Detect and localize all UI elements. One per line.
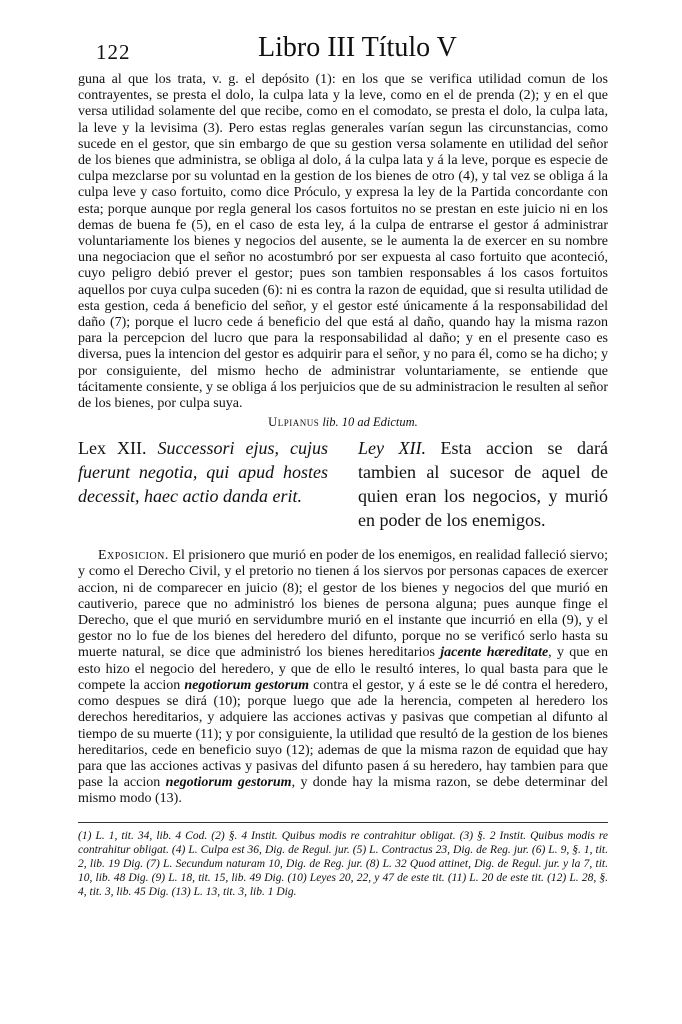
page-number: 122: [96, 40, 131, 64]
attribution: [78, 415, 608, 430]
exposition-emphasis-1: jacente hæreditate: [440, 645, 549, 661]
footnotes: (1) L. 1, tit. 34, lib. 4 Cod. (2) §. 4 Instit. Quibus modis re contrahitur obligat. (3) §. 2 Instit. Quibus modis re contrahitur obligat. (4) L. Culpa est 36, Dig. de Regul. jur. (5) L. Contractus 23, Dig. de Reg. jur. (6) L. 9, §. 1, tit. 2, lib. 19 Dig. (7) L. Secundum naturam 10, Dig. de Reg. jur. (8) L. 32 Quod attinet, Dig. de Regul. jur. y la 7, tit. 10, lib. 48 Dig. (9) L. 18, tit. 15, lib. 49 Dig. (10) Leyes 20, 22, y 47 de este tit. (11) L. 20 de este tit. (12) L. 28, §. 4, tit. 3, lib. 45 Dig. (13) L. 13, tit. 3, lib. 1 Dig.: [78, 829, 608, 898]
ley-spanish-heading: Ley XII.: [358, 438, 426, 459]
exposition-emphasis-2: negotiorum gestorum: [184, 677, 310, 693]
attribution-author: Ulpianus: [268, 415, 320, 430]
exposition-label: Exposicion.: [98, 548, 169, 564]
lex-latin-heading: Lex XII.: [78, 438, 147, 459]
exposition-text-3: contra el gestor, y á este se le dé contra el heredero, como despues se dirá (10); porque luego que ade la herencia, competen al heredero los derechos hereditarios, y adquiere las acciones activas y pasivas que competian al difunto al tiempo de su muerte (11); y por consiguiente, la utilidad que resultó de la gestion de los bienes hereditarios, cede en beneficio suyo (12); ademas de que la misma razon de equidad que hay para que las acciones activas y pasivas del difunto pasen á su heredero, hay tambien para que pase la accion: [78, 677, 609, 791]
attribution-source: lib. 10 ad Edictum.: [322, 415, 418, 430]
exposition-emphasis-3: negotiorum gestorum: [165, 775, 292, 791]
lex-latin-column: [78, 436, 328, 532]
book-page: [78, 30, 608, 899]
page-header: [78, 30, 608, 70]
exposition-text-4: , y donde hay la misma razon, se debe determinar del mismo modo (13).: [78, 775, 609, 807]
exposition-text-1: El prisionero que murió en poder de los enemigos, en realidad falleció siervo; y como el Derecho Civil, y el pretorio no tienen á los siervos por personas capaces de exercer accion, ni de comparecer en juicio (8); el gestor de los bienes y negocios del que murió en cautiverio, parece que no administró los bienes de persona alguna; pues aunque finge el Derecho, que el que murió en servidumbre murió en el instante que incurrió en ella (9), y el gestor no lo fue de los bienes del heredero del difunto, porque no se verificó serlo hasta su muerte natural, se dice que administró los bienes hereditarios: [78, 548, 608, 661]
paragraph-exposition: [78, 548, 608, 807]
ley-spanish-column: [358, 436, 608, 532]
ley-spanish-text: Esta accion se dará tambien al sucesor de aquel de quien eran los negocios, y murió en poder de los enemigos.: [358, 438, 608, 531]
paragraph-commentary: guna al que los trata, v. g. el depósito (1): en los que se verifica utilidad comun de los contrayentes, se presta el dolo, la culpa lata y la leve, como en el de prenda (2); y en el que versa utilidad solamente del que recibe, como en el comodato, se presta el dolo, la culpa lata, la leve y la levisima (3). Pero estas reglas generales varían segun las circunstancias, como sucede en el gestor, que sin embargo de que su gestion versa solamente en utilidad del señor de los bienes que administra, se obliga al dolo, á la culpa lata y á la leve, porque es especie de culpa mezclarse por su voluntad en la gestion de los bienes de otro (4), y tal vez se obliga á la culpa leve y caso fortuito, como dice Próculo, y expresa la ley de la Partida concordante con esta; porque aunque por regla general los casos fortuitos no se prestan en este juicio ni en los demas de buena fe (5), en el caso de esta ley, á la culpa de entrarse el gestor á administrar voluntariamente los bienes y negocios del ausente, se le aumenta la de exercer en su nombre una negociacion que el señor no acostumbró por ser expuesta al caso fortuito que aconteció, cuyo peligro debió prever el gestor; pues son tambien responsables á los casos fortuitos aquellos por cuya culpa suceden (6): ni es contra la razon de equidad, que si resulta utilidad de esta gestion, ceda á beneficio del señor, y el gestor esté únicamente á la responsabilidad del daño (7); porque el lucro cede á beneficio del que está al daño, quando hay la misma razon para la percepcion del lucro que para la responsabilidad al daño; y en el presente caso es diversa, pues la intencion del gestor es adquirir para el señor, y no para él, como se ha dicho; y por consiguiente, del mismo hecho de administrar voluntariamente, se entiende que tácitamente consiente, y se obliga á los perjuicios que de su administracion le resulten al señor de los bienes, por culpa suya.: [78, 72, 608, 412]
footnote-divider: [78, 822, 608, 823]
running-title: Libro III Título V: [258, 32, 457, 63]
law-columns: [78, 436, 608, 532]
lex-latin-text: Successori ejus, cujus fuerunt negotia, qui apud hostes decessit, haec actio danda erit.: [78, 438, 328, 507]
exposition-text-2: , y que en esto hizo el negocio del heredero, y que de ello le resultó interes, lo qual basta para que le compete la accion: [78, 645, 608, 693]
